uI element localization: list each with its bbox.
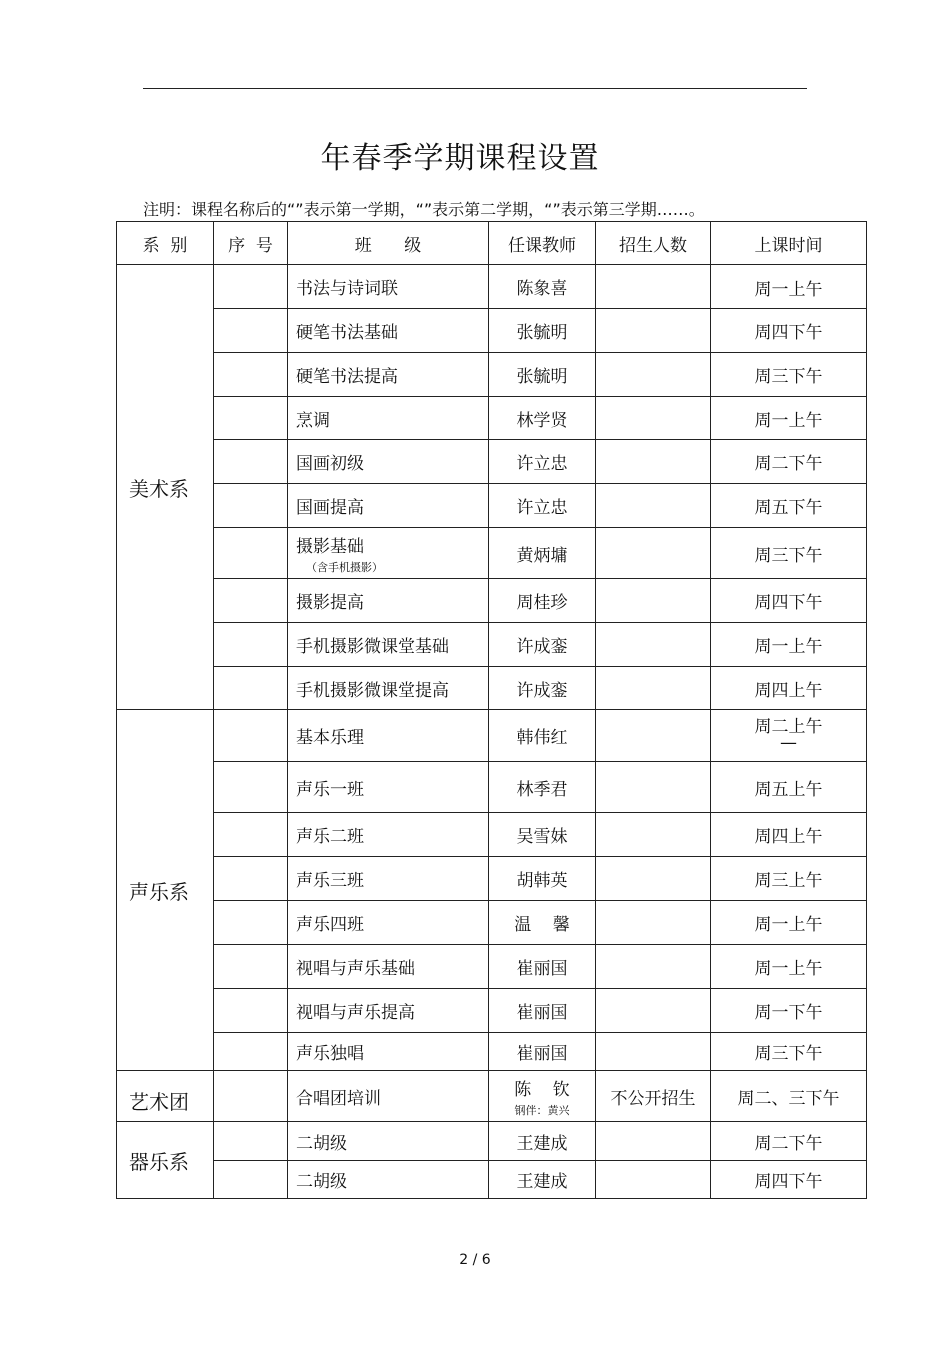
teacher-cell: 崔丽国 bbox=[489, 989, 596, 1033]
teacher-cell: 许成銮 bbox=[489, 667, 596, 710]
teacher-cell: 陈象喜 bbox=[489, 265, 596, 309]
teacher-accompanist: 钢伴：黄兴 bbox=[514, 1103, 570, 1117]
enroll-cell bbox=[596, 667, 711, 710]
table-row bbox=[117, 309, 867, 353]
table-row bbox=[117, 667, 867, 710]
table-row bbox=[117, 945, 867, 989]
table-header-row bbox=[117, 222, 867, 265]
header-time: 上课时间 bbox=[711, 222, 867, 265]
enroll-cell bbox=[596, 440, 711, 484]
enroll-cell bbox=[596, 309, 711, 353]
teacher-cell: 王建成 bbox=[489, 1161, 596, 1199]
teacher-cell: 崔丽国 bbox=[489, 1033, 596, 1071]
time-cell: 周四上午 bbox=[711, 813, 867, 857]
class-cell: 声乐二班 bbox=[288, 813, 489, 857]
time-cell: 周三下午 bbox=[711, 353, 867, 397]
enroll-cell bbox=[596, 710, 711, 762]
table-row bbox=[117, 1071, 867, 1122]
seq-cell bbox=[214, 710, 288, 762]
header-teacher: 任课教师 bbox=[489, 222, 596, 265]
teacher-cell: 黄炳墉 bbox=[489, 528, 596, 579]
teacher-cell: 韩伟红 bbox=[489, 710, 596, 762]
page-number: 2 / 6 bbox=[459, 1252, 491, 1268]
time-cell: 周四下午 bbox=[711, 309, 867, 353]
table-row bbox=[117, 1161, 867, 1199]
table-row bbox=[117, 857, 867, 901]
class-cell bbox=[288, 528, 489, 579]
time-cell: 周四上午 bbox=[711, 667, 867, 710]
enroll-cell bbox=[596, 265, 711, 309]
enroll-cell bbox=[596, 528, 711, 579]
time-cell: 周一上午 bbox=[711, 945, 867, 989]
time-cell: 周四下午 bbox=[711, 1161, 867, 1199]
enroll-cell bbox=[596, 945, 711, 989]
class-cell: 手机摄影微课堂基础 bbox=[288, 623, 489, 667]
class-name: 摄影基础 bbox=[296, 536, 364, 557]
time-cell: 周一上午 bbox=[711, 265, 867, 309]
seq-cell bbox=[214, 484, 288, 528]
table-row bbox=[117, 1033, 867, 1071]
seq-cell bbox=[214, 623, 288, 667]
seq-cell bbox=[214, 989, 288, 1033]
time-cell: 周一上午 bbox=[711, 623, 867, 667]
table-row bbox=[117, 1122, 867, 1161]
class-note: （含手机摄影） bbox=[306, 560, 383, 574]
teacher-cell: 胡韩英 bbox=[489, 857, 596, 901]
seq-cell bbox=[214, 265, 288, 309]
seq-cell bbox=[214, 813, 288, 857]
seq-cell bbox=[214, 857, 288, 901]
time-cell bbox=[711, 710, 867, 762]
teacher-cell: 许立忠 bbox=[489, 484, 596, 528]
time-text: 周二上午 bbox=[754, 717, 823, 737]
teacher-cell: 张毓明 bbox=[489, 353, 596, 397]
table-row bbox=[117, 813, 867, 857]
table-row bbox=[117, 710, 867, 762]
time-extra: — bbox=[780, 733, 797, 753]
time-cell: 周三下午 bbox=[711, 1033, 867, 1071]
course-table bbox=[116, 221, 867, 1199]
class-cell: 书法与诗词联 bbox=[288, 265, 489, 309]
time-cell: 周三下午 bbox=[711, 528, 867, 579]
teacher-name: 陈 钦 bbox=[514, 1079, 570, 1100]
class-cell: 声乐三班 bbox=[288, 857, 489, 901]
seq-cell bbox=[214, 1161, 288, 1199]
enroll-cell bbox=[596, 1033, 711, 1071]
teacher-cell: 许成銮 bbox=[489, 623, 596, 667]
class-cell: 烹调 bbox=[288, 397, 489, 440]
teacher-cell: 张毓明 bbox=[489, 309, 596, 353]
enroll-cell: 不公开招生 bbox=[596, 1071, 711, 1122]
enroll-cell bbox=[596, 623, 711, 667]
teacher-cell: 吴雪妹 bbox=[489, 813, 596, 857]
table-row bbox=[117, 397, 867, 440]
table-row bbox=[117, 623, 867, 667]
seq-cell bbox=[214, 397, 288, 440]
teacher-cell: 崔丽国 bbox=[489, 945, 596, 989]
header-class: 班 级 bbox=[288, 222, 489, 265]
dept-cell: 声乐系 bbox=[117, 710, 214, 1071]
enroll-cell bbox=[596, 1122, 711, 1161]
enroll-cell bbox=[596, 579, 711, 623]
enroll-cell bbox=[596, 1161, 711, 1199]
teacher-cell: 王建成 bbox=[489, 1122, 596, 1161]
seq-cell bbox=[214, 1033, 288, 1071]
table-row bbox=[117, 440, 867, 484]
seq-cell bbox=[214, 901, 288, 945]
seq-cell bbox=[214, 762, 288, 813]
enroll-cell bbox=[596, 857, 711, 901]
dept-cell: 器乐系 bbox=[117, 1122, 214, 1199]
teacher-cell: 温 馨 bbox=[489, 901, 596, 945]
seq-cell bbox=[214, 579, 288, 623]
seq-cell bbox=[214, 1122, 288, 1161]
class-cell: 二胡级 bbox=[288, 1161, 489, 1199]
header-enroll: 招生人数 bbox=[596, 222, 711, 265]
class-cell: 二胡级 bbox=[288, 1122, 489, 1161]
class-cell: 声乐一班 bbox=[288, 762, 489, 813]
class-cell: 合唱团培训 bbox=[288, 1071, 489, 1122]
dept-cell: 美术系 bbox=[117, 265, 214, 710]
class-cell: 国画提高 bbox=[288, 484, 489, 528]
note-text: 注明：课程名称后的“”表示第一学期，“”表示第二学期，“”表示第三学期……。 bbox=[143, 200, 705, 219]
teacher-cell: 林学贤 bbox=[489, 397, 596, 440]
enroll-cell bbox=[596, 813, 711, 857]
class-cell: 手机摄影微课堂提高 bbox=[288, 667, 489, 710]
seq-cell bbox=[214, 528, 288, 579]
time-cell: 周一上午 bbox=[711, 397, 867, 440]
table-row bbox=[117, 353, 867, 397]
seq-cell bbox=[214, 667, 288, 710]
enroll-cell bbox=[596, 989, 711, 1033]
seq-cell bbox=[214, 440, 288, 484]
class-cell: 视唱与声乐提高 bbox=[288, 989, 489, 1033]
header-dept: 系 别 bbox=[117, 222, 214, 265]
class-cell: 视唱与声乐基础 bbox=[288, 945, 489, 989]
time-cell: 周五上午 bbox=[711, 762, 867, 813]
teacher-cell: 许立忠 bbox=[489, 440, 596, 484]
time-cell: 周二下午 bbox=[711, 1122, 867, 1161]
time-cell: 周一上午 bbox=[711, 901, 867, 945]
table-row bbox=[117, 579, 867, 623]
time-cell: 周二下午 bbox=[711, 440, 867, 484]
header-seq: 序 号 bbox=[214, 222, 288, 265]
dept-cell: 艺术团 bbox=[117, 1071, 214, 1122]
header-rule bbox=[143, 88, 807, 89]
time-cell: 周四下午 bbox=[711, 579, 867, 623]
enroll-cell bbox=[596, 901, 711, 945]
class-cell: 硬笔书法提高 bbox=[288, 353, 489, 397]
class-cell: 基本乐理 bbox=[288, 710, 489, 762]
table-row bbox=[117, 265, 867, 309]
enroll-cell bbox=[596, 762, 711, 813]
table-row bbox=[117, 528, 867, 579]
time-cell: 周五下午 bbox=[711, 484, 867, 528]
seq-cell bbox=[214, 353, 288, 397]
table-row bbox=[117, 901, 867, 945]
seq-cell bbox=[214, 945, 288, 989]
teacher-cell bbox=[489, 1071, 596, 1122]
enroll-cell bbox=[596, 353, 711, 397]
seq-cell bbox=[214, 1071, 288, 1122]
class-cell: 摄影提高 bbox=[288, 579, 489, 623]
teacher-cell: 周桂珍 bbox=[489, 579, 596, 623]
class-cell: 硬笔书法基础 bbox=[288, 309, 489, 353]
class-cell: 声乐独唱 bbox=[288, 1033, 489, 1071]
enroll-cell bbox=[596, 484, 711, 528]
enroll-cell bbox=[596, 397, 711, 440]
table-row bbox=[117, 484, 867, 528]
class-cell: 声乐四班 bbox=[288, 901, 489, 945]
time-cell: 周二、三下午 bbox=[711, 1071, 867, 1122]
teacher-cell: 林季君 bbox=[489, 762, 596, 813]
seq-cell bbox=[214, 309, 288, 353]
class-cell: 国画初级 bbox=[288, 440, 489, 484]
time-cell: 周一下午 bbox=[711, 989, 867, 1033]
table-row bbox=[117, 989, 867, 1033]
page-title: 年春季学期课程设置 bbox=[320, 141, 600, 176]
time-cell: 周三上午 bbox=[711, 857, 867, 901]
table-row bbox=[117, 762, 867, 813]
